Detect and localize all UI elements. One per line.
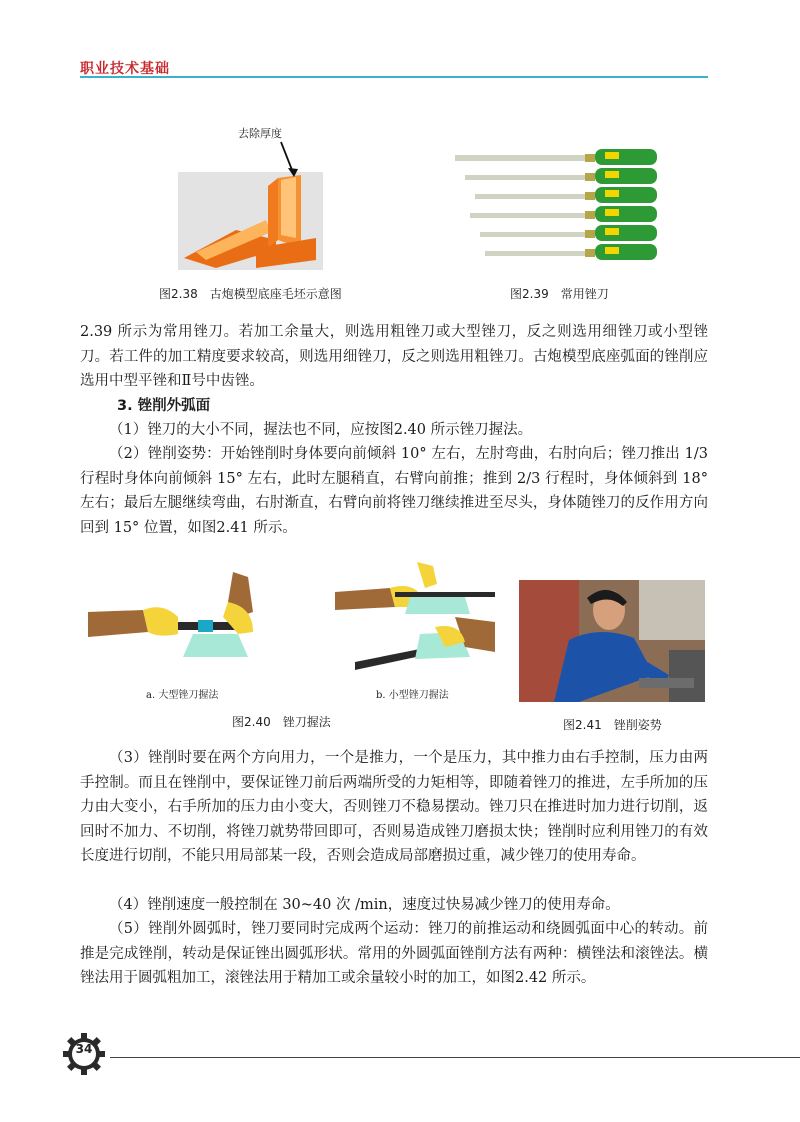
figure-2-39-files-image [455,145,665,265]
paragraph-1: 2.39 所示为常用锉刀。若加工余量大，则选用粗锉刀或大型锉刀，反之则选用细锉刀或小型锉刀。若工件的加工精度要求较高，则选用细锉刀，反之则选用粗锉刀。古炮模型底座弧面的锉削应选用中型平锉和Ⅱ号中齿锉。 [80,324,708,389]
figure-2-38-model-diagram [176,120,326,275]
figure-2-39-caption: 图2.39 常用锉刀 [510,287,609,301]
paragraph-6: （5）锉削外圆弧时，锉刀要同时完成两个运动：锉刀的前推运动和绕圆弧面中心的转动。前推是完成锉削，转动是保证锉出圆弧形状。常用的外圆弧面锉削方法有两种：横锉法和滚锉法。横锉法用于圆弧粗加工，滚锉法用于精加工或余量较小时的加工，如图2.42 所示。 [80,921,708,986]
figure-2-40b-subcaption: b. 小型锉刀握法 [376,690,449,701]
figure-2-38-caption: 图2.38 古炮模型底座毛坯示意图 [159,287,342,301]
figure-2-40-caption: 图2.40 锉刀握法 [232,715,331,729]
paragraph-2: （1）锉刀的大小不同，握法也不同，应按图2.40 所示锉刀握法。 [109,422,533,438]
paragraph-5: （4）锉削速度一般控制在 30~40 次 /min，速度过快易减少锉刀的使用寿命。 [109,897,620,913]
paragraph-3: （2）锉削姿势：开始锉削时身体要向前倾斜 10° 左右，左肘弯曲，右肘向后；锉刀推出 1/3 行程时身体向前倾斜 15° 左右，此时左腿稍直，右臂向前推；推到 2/3 行程时，身体倾斜到 18° 左右；最后左腿继续弯曲，右肘渐直，右臂向前将锉刀继续推进至尽头，身体随锉刀的反作用方向回到 15° 位置，如图2.41 所示。 [80,446,708,536]
figure-2-40a-large-file-grip [88,572,268,677]
footer-rule [110,1057,800,1058]
paragraph-4: （3）锉削时要在两个方向用力，一个是推力，一个是压力，其中推力由右手控制，压力由两手控制。而且在锉削中，要保证锉刀前后两端所受的力矩相等，即随着锉刀的推进，左手所加的压力由大变小，右手所加的压力由小变大，否则锉刀不稳易摆动。锉刀只在推进时加力进行切削，返回时不加力、不切削，将锉刀就势带回即可，否则易造成锉刀磨损太快；锉削时应利用锉刀的有效长度进行切削，不能只用局部某一段，否则会造成局部磨损过重，减少锉刀的使用寿命。 [80,750,708,864]
header-rule [80,76,708,78]
figure-2-40b-small-file-grip [335,562,500,682]
section-heading: 3. 锉削外弧面 [117,398,211,414]
figure-2-40a-subcaption: a. 大型锉刀握法 [146,690,219,701]
running-header: 职业技术基础 [80,61,170,77]
page-number: 34 [75,1042,93,1056]
figure-2-38-label: 去除厚度 [238,127,282,140]
figure-2-41-caption: 图2.41 锉削姿势 [563,718,662,732]
figure-2-41-filing-posture-photo [519,580,705,702]
